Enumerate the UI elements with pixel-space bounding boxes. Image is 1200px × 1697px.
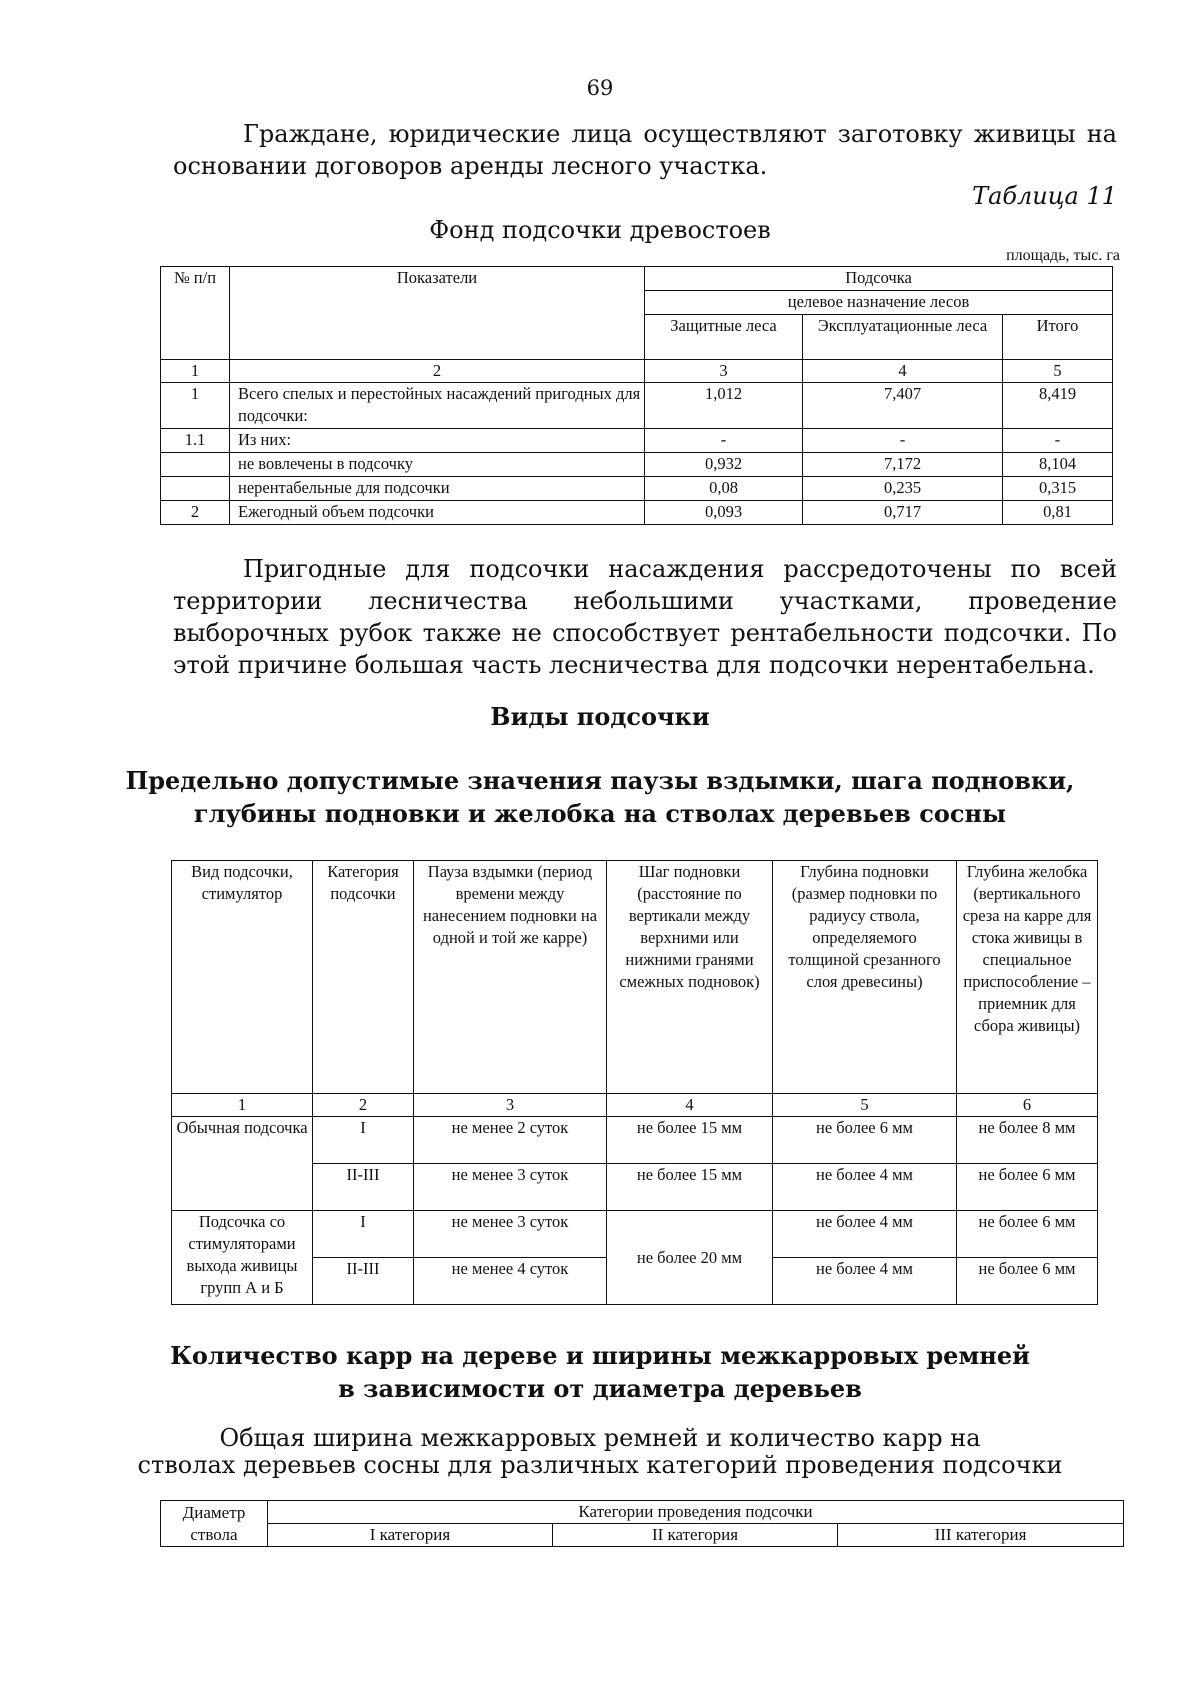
row-exploitation: 7,407 bbox=[803, 383, 1003, 429]
table11-header-num: № п/п bbox=[161, 267, 230, 360]
table11-header-total: Итого bbox=[1003, 315, 1113, 360]
table11 bbox=[160, 266, 1113, 525]
row-num bbox=[161, 477, 230, 501]
karr-table bbox=[160, 1500, 1124, 1547]
row-protective: 1,012 bbox=[645, 383, 803, 429]
pause: не менее 4 суток bbox=[414, 1258, 607, 1305]
table-row bbox=[161, 501, 1113, 525]
table2-colnum: 1 bbox=[172, 1094, 313, 1117]
row-num bbox=[161, 453, 230, 477]
row-protective: 0,08 bbox=[645, 477, 803, 501]
heading3-line2: в зависимости от диаметра деревьев bbox=[338, 1374, 862, 1403]
row-protective: - bbox=[645, 429, 803, 453]
row-exploitation: 0,717 bbox=[803, 501, 1003, 525]
depth: не более 4 мм bbox=[773, 1258, 957, 1305]
groove: не более 8 мм bbox=[957, 1117, 1098, 1164]
table2-colnum: 2 bbox=[313, 1094, 414, 1117]
row-name: Ежегодный объем подсочки bbox=[230, 501, 645, 525]
groove: не более 6 мм bbox=[957, 1211, 1098, 1258]
table11-title: Фонд подсочки древостоев bbox=[429, 216, 771, 244]
row-num: 1.1 bbox=[161, 429, 230, 453]
row-total: 8,419 bbox=[1003, 383, 1113, 429]
table11-header-purpose: целевое назначение лесов bbox=[645, 291, 1113, 315]
table11-units: площадь, тыс. га bbox=[1006, 247, 1120, 264]
header-category-i: I категория bbox=[268, 1524, 553, 1547]
row-name: Всего спелых и перестойных насаждений пригодных для подсочки: bbox=[230, 383, 645, 429]
step-merged: не более 20 мм bbox=[607, 1211, 773, 1305]
heading3-line1: Количество карр на дереве и ширины межкарровых ремней bbox=[170, 1341, 1030, 1370]
row-name: Из них: bbox=[230, 429, 645, 453]
table11-colnum: 2 bbox=[230, 360, 645, 383]
table-row bbox=[161, 429, 1113, 453]
header-category: Категория подсочки bbox=[313, 861, 414, 1094]
header-categories: Категории проведения подсочки bbox=[268, 1501, 1124, 1524]
table-row bbox=[161, 383, 1113, 429]
header-type: Вид подсочки, стимулятор bbox=[172, 861, 313, 1094]
depth: не более 6 мм bbox=[773, 1117, 957, 1164]
header-diameter: Диаметр ствола bbox=[161, 1501, 268, 1547]
tapping-type: Подсочка со стимуляторами выхода живицы групп А и Б bbox=[172, 1211, 313, 1305]
table-row bbox=[172, 1211, 1098, 1258]
groove: не более 6 мм bbox=[957, 1258, 1098, 1305]
groove: не более 6 мм bbox=[957, 1164, 1098, 1211]
header-category-iii: III категория bbox=[838, 1524, 1124, 1547]
table-row bbox=[161, 477, 1113, 501]
step: не более 15 мм bbox=[607, 1117, 773, 1164]
table-row bbox=[172, 1117, 1098, 1164]
table11-colnum: 4 bbox=[803, 360, 1003, 383]
table11-colnum: 3 bbox=[645, 360, 803, 383]
table11-colnum: 5 bbox=[1003, 360, 1113, 383]
table3-caption-line1: Общая ширина межкарровых ремней и количество карр на bbox=[219, 1424, 981, 1452]
row-num: 2 bbox=[161, 501, 230, 525]
tapping-type: Обычная подсочка bbox=[172, 1117, 313, 1211]
row-exploitation: - bbox=[803, 429, 1003, 453]
header-step: Шаг подновки (расстояние по вертикали между верхними или нижними гранями смежных подновок) bbox=[607, 861, 773, 1094]
table11-header-protective: Защитные леса bbox=[645, 315, 803, 360]
table11-colnum: 1 bbox=[161, 360, 230, 383]
pause: не менее 3 суток bbox=[414, 1164, 607, 1211]
header-category-ii: II категория bbox=[553, 1524, 838, 1547]
category: II-III bbox=[313, 1258, 414, 1305]
row-total: 0,315 bbox=[1003, 477, 1113, 501]
category: I bbox=[313, 1117, 414, 1164]
paragraph-2: Пригодные для подсочки насаждения рассредоточены по всей территории лесничества небольшими участками, проведение выборочных рубок также не способствует рентабельности подсочки. По этой причине большая часть лесничества для подсочки нерентабельна. bbox=[173, 555, 1117, 679]
category: I bbox=[313, 1211, 414, 1258]
table2-colnum: 6 bbox=[957, 1094, 1098, 1117]
table11-label: Таблица 11 bbox=[972, 182, 1117, 210]
table2-colnum: 4 bbox=[607, 1094, 773, 1117]
table2-title-line1: Предельно допустимые значения паузы вздымки, шага подновки, bbox=[125, 766, 1075, 795]
section-heading: Виды подсочки bbox=[490, 702, 710, 731]
header-depth: Глубина подновки (размер подновки по радиусу ствола, определяемого толщиной срезанного слоя древесины) bbox=[773, 861, 957, 1094]
table2-colnum-row bbox=[172, 1094, 1098, 1117]
row-total: 8,104 bbox=[1003, 453, 1113, 477]
table11-header-indicators: Показатели bbox=[230, 267, 645, 360]
depth: не более 4 мм bbox=[773, 1211, 957, 1258]
header-groove: Глубина желобка (вертикального среза на карре для стока живицы в специальное приспособление –приемник для сбора живицы) bbox=[957, 861, 1098, 1094]
table-row bbox=[161, 453, 1113, 477]
row-exploitation: 7,172 bbox=[803, 453, 1003, 477]
row-name: не вовлечены в подсочку bbox=[230, 453, 645, 477]
table3-caption-line2: стволах деревьев сосны для различных категорий проведения подсочки bbox=[137, 1451, 1063, 1479]
table11-header-exploitation: Эксплуатационные леса bbox=[803, 315, 1003, 360]
table11-colnum-row bbox=[161, 360, 1113, 383]
row-protective: 0,932 bbox=[645, 453, 803, 477]
tapping-limits-table bbox=[171, 860, 1098, 1305]
table11-header-tapping: Подсочка bbox=[645, 267, 1113, 291]
table2-colnum: 3 bbox=[414, 1094, 607, 1117]
table2-title-line2: глубины подновки и желобка на стволах деревьев сосны bbox=[193, 799, 1007, 828]
row-protective: 0,093 bbox=[645, 501, 803, 525]
row-name: нерентабельные для подсочки bbox=[230, 477, 645, 501]
pause: не менее 3 суток bbox=[414, 1211, 607, 1258]
header-pause: Пауза вздымки (период времени между нанесением подновки на одной и той же карре) bbox=[414, 861, 607, 1094]
intro-paragraph: Граждане, юридические лица осуществляют заготовку живицы на основании договоров аренды лесного участка. bbox=[173, 120, 1117, 180]
row-total: - bbox=[1003, 429, 1113, 453]
row-num: 1 bbox=[161, 383, 230, 429]
row-exploitation: 0,235 bbox=[803, 477, 1003, 501]
table2-colnum: 5 bbox=[773, 1094, 957, 1117]
depth: не более 4 мм bbox=[773, 1164, 957, 1211]
page-number: 69 bbox=[586, 76, 614, 100]
pause: не менее 2 суток bbox=[414, 1117, 607, 1164]
category: II-III bbox=[313, 1164, 414, 1211]
step: не более 15 мм bbox=[607, 1164, 773, 1211]
row-total: 0,81 bbox=[1003, 501, 1113, 525]
